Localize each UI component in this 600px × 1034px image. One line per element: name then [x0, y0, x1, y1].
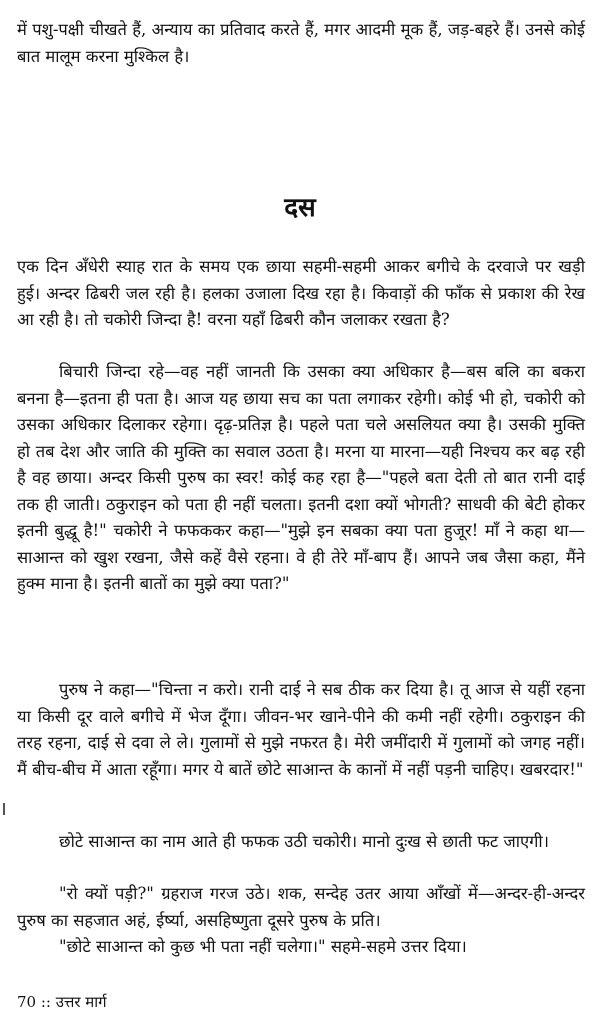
continuation-paragraph: में पशु-पक्षी चीखते हैं, अन्याय का प्रतिवाद करते हैं, मगर आदमी मूक हैं, जड़-बहरे हैं। उनसे कोई बात मालूम करना मुश्किल है। — [17, 20, 585, 66]
paragraph-6: "छोटे साआन्त को कुछ भी पता नहीं चलेगा।" सहमे-सहमे उत्तर दिया। — [59, 937, 467, 956]
margin-mark — [3, 803, 5, 815]
page-footer: 70 :: उत्तर मार्ग — [17, 993, 107, 1011]
paragraph-3: पुरुष ने कहा—"चिन्ता न करो। रानी दाई ने सब ठीक कर दिया है। तू आज से यहीं रहना या किसी दूर वाले बगीचे में भेज दूँगा। जीवन-भर खाने-पीने की कमी नहीं रहेगी। ठकुराइन की तरह रहना, दाई से दवा ले ले। गुलामों से मुझे नफरत है। मेरी जमींदारी में गुलामों को जगह नहीं। मैं बीच-बीच में आता रहूँगा। मगर ये बातें छोटे साआन्त के कानों में नहीं पड़नी चाहिए। खबरदार!" — [17, 680, 585, 779]
chapter-title: दस — [284, 193, 316, 223]
paragraph-2: बिचारी जिन्दा रहे—वह नहीं जानती कि उसका क्या अधिकार है—बस बलि का बकरा बनना है—इतना ही पता है। आज यह छाया सच का पता लगाकर रहेगी। कोई भी हो, चकोरी को उसका अधिकार दिलाकर रहेगा। दृढ़-प्रतिज्ञ है। पहले पता चले असलियत क्या है। उसकी मुक्ति हो तब देश और जाति की मुक्ति का सवाल उठता है। मरना या मारना—यही निश्चय कर बढ़ रही है वह छाया। अन्दर किसी पुरुष का स्वर! कोई कह रहा है—"पहले बता देती तो बात रानी दाई तक ही जाती। ठकुराइन को पता ही नहीं चलता। इतनी दशा क्यों भोगती? साधवी की बेटी होकर इतनी बुद्धू है!" चकोरी ने फफककर कहा—"मुझे इन सबका क्या पता हुजूर! माँ ने कहा था—साआन्त को खुश रखना, जैसे कहें वैसे रहना। वे ही तेरे माँ-बाप हैं। आपने जब जैसा कहा, मैंने हुक्म माना है। इतनी बातों का मुझे क्या पता?" — [17, 362, 585, 593]
paragraph-4: छोटे साआन्त का नाम आते ही फफक उठी चकोरी। मानो दुःख से छाती फट जाएगी। — [59, 832, 549, 851]
paragraph-5: "रो क्यों पड़ी?" ग्रहराज गरज उठे। शक, सन्देह उतर आया आँखों में—अन्दर-ही-अन्दर पुरुष का सहजात अहं, ईर्ष्या, असहिष्णुता दूसरे पुरुष के प्रति। — [17, 884, 585, 930]
paragraph-1: एक दिन अँधेरी स्याह रात के समय एक छाया सहमी-सहमी आकर बगीचे के दरवाजे पर खड़ी हुई। अन्दर ढिबरी जल रही है। हलका उजाला दिख रहा है। किवाड़ों की फाँक से प्रकाश की रेख आ रही है। तो चकोरी जिन्दा है! वरना यहाँ ढिबरी कौन जलाकर रखता है? — [17, 257, 585, 329]
